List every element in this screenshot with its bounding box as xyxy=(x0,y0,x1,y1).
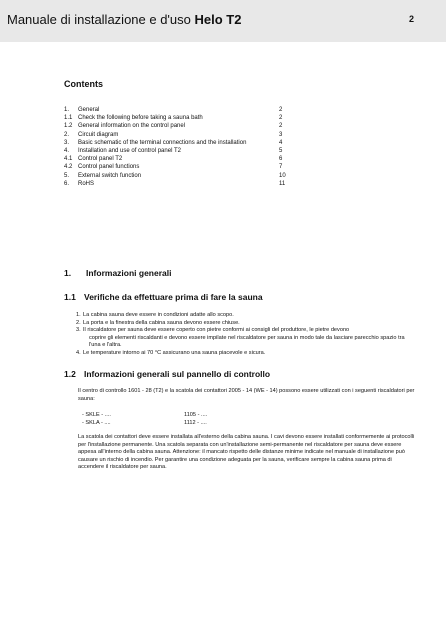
toc-row[interactable] xyxy=(64,155,294,163)
contactor-installation-paragraph: La scatola dei contattori deve essere installata all'esterno della cabina sauna. I cavi devono essere installati conformemente ai protocolli per l'installazione permanente. Una scatola separata con un'installazione semi-permanente nel riscaldatore per sauna deve essere appesa all'interno della cabina sauna. Attenzione: il mancato rispetto delle distanze minime indicate nel manuale di installazione può causare un rischio di incendio. Per garantire una condizione adeguata per la sauna, verificare sempre la cabina sauna prima di accendere il riscaldatore per sauna. xyxy=(78,434,415,471)
toc-title: General xyxy=(78,107,100,113)
toc-title: RoHS xyxy=(78,180,95,187)
toc-row[interactable] xyxy=(64,172,294,180)
list-item-number: 2. xyxy=(76,319,81,326)
toc-row[interactable] xyxy=(64,131,294,139)
table-of-contents xyxy=(64,106,294,188)
document-title-text: Manuale di installazione e d'uso xyxy=(7,12,195,27)
toc-number: 1.1 xyxy=(64,115,73,122)
toc-page: 2 xyxy=(279,115,283,122)
toc-number: 3. xyxy=(64,139,70,146)
contents-heading: Contents xyxy=(64,79,103,89)
toc-page: 2 xyxy=(279,107,283,113)
toc-row[interactable] xyxy=(64,163,294,171)
list-item-number: 3. xyxy=(76,327,81,334)
toc-number: 5. xyxy=(64,172,70,179)
toc-title: Circuit diagram xyxy=(78,131,119,138)
toc-page: 5 xyxy=(279,147,283,154)
list-item-number: 1. xyxy=(76,312,81,318)
heater-model: 1112 - .... xyxy=(184,420,207,426)
document-title xyxy=(7,12,241,27)
toc-title: Control panel functions xyxy=(78,164,140,171)
toc-title: External switch function xyxy=(78,172,142,179)
toc-number: 4.1 xyxy=(64,156,73,163)
toc-page: 2 xyxy=(279,123,283,130)
toc-page: 7 xyxy=(279,164,283,171)
list-item-text: Il riscaldatore per sauna deve essere coperto con pietre conformi ai consigli del produttore, le pietre devono xyxy=(83,327,350,334)
toc-number: 6. xyxy=(64,180,70,187)
list-item xyxy=(82,419,282,427)
section-1-heading xyxy=(64,268,172,278)
control-panel-intro: Il centro di controllo 1601 - 28 (T2) e la scatola dei contattori 2005 - 14 (WE - 14) possono essere utilizzati con i seguenti riscaldatori per sauna: xyxy=(78,388,415,402)
page-number: 2 xyxy=(408,14,414,24)
list-item-text: La porta e la finestra della cabina sauna devono essere chiuse. xyxy=(83,319,240,326)
list-item-number: 4. xyxy=(76,349,81,356)
toc-number: 4.2 xyxy=(64,164,73,171)
heater-model: 1105 - .... xyxy=(184,412,208,418)
toc-title: Installation and use of control panel T2 xyxy=(78,147,181,154)
list-item-text: La cabina sauna deve essere in condizioni adatte allo scopo. xyxy=(83,312,234,318)
toc-page: 3 xyxy=(279,131,283,138)
list-item xyxy=(76,312,416,320)
list-item xyxy=(82,411,282,419)
section-title: Informazioni generali xyxy=(86,268,172,278)
section-title: Verifiche da effettuare prima di fare la sauna xyxy=(84,292,263,302)
toc-title: Basic schematic of the terminal connections and the installation xyxy=(78,139,247,146)
toc-number: 1.2 xyxy=(64,123,73,130)
toc-row[interactable] xyxy=(64,114,294,122)
list-item-text: Le temperature intorno ai 70 °C assicurano una sauna piacevole e sicura. xyxy=(83,349,266,356)
toc-page: 4 xyxy=(279,139,283,146)
section-title: Informazioni generali sul pannello di controllo xyxy=(84,369,271,379)
list-item-continuation: coprire gli elementi riscaldanti e devono essere impilate nel riscaldatore per sauna in modo tale da lasciare parecchio spazio tra l'una e l'altra. xyxy=(89,334,405,349)
section-1-2-heading xyxy=(64,369,270,379)
toc-row[interactable] xyxy=(64,106,294,114)
list-item xyxy=(76,320,416,328)
section-number: 1.2 xyxy=(64,369,76,379)
toc-title: General information on the control panel xyxy=(78,123,186,130)
document-title-product: Helo T2 xyxy=(194,12,242,27)
toc-page: 6 xyxy=(279,156,283,163)
pre-sauna-checklist xyxy=(76,312,416,358)
section-1-1-heading xyxy=(64,292,263,302)
heater-model: - SKLA - .... xyxy=(82,420,111,426)
toc-page: 10 xyxy=(279,172,286,179)
heater-model: - SKLE - .... xyxy=(82,412,111,418)
toc-number: 2. xyxy=(64,131,70,138)
toc-row[interactable] xyxy=(64,139,294,147)
list-item xyxy=(76,350,416,358)
toc-row[interactable] xyxy=(64,122,294,130)
heater-model-list xyxy=(82,411,282,427)
list-item xyxy=(76,327,416,350)
toc-number: 1. xyxy=(64,107,70,113)
section-number: 1.1 xyxy=(64,292,76,302)
toc-row[interactable] xyxy=(64,147,294,155)
section-number: 1. xyxy=(64,268,72,278)
toc-title: Control panel T2 xyxy=(78,156,123,163)
page-header xyxy=(0,0,446,42)
toc-title: Check the following before taking a sauna bath xyxy=(78,115,203,122)
toc-page: 11 xyxy=(279,180,286,187)
toc-row[interactable] xyxy=(64,180,294,188)
toc-number: 4. xyxy=(64,147,70,154)
